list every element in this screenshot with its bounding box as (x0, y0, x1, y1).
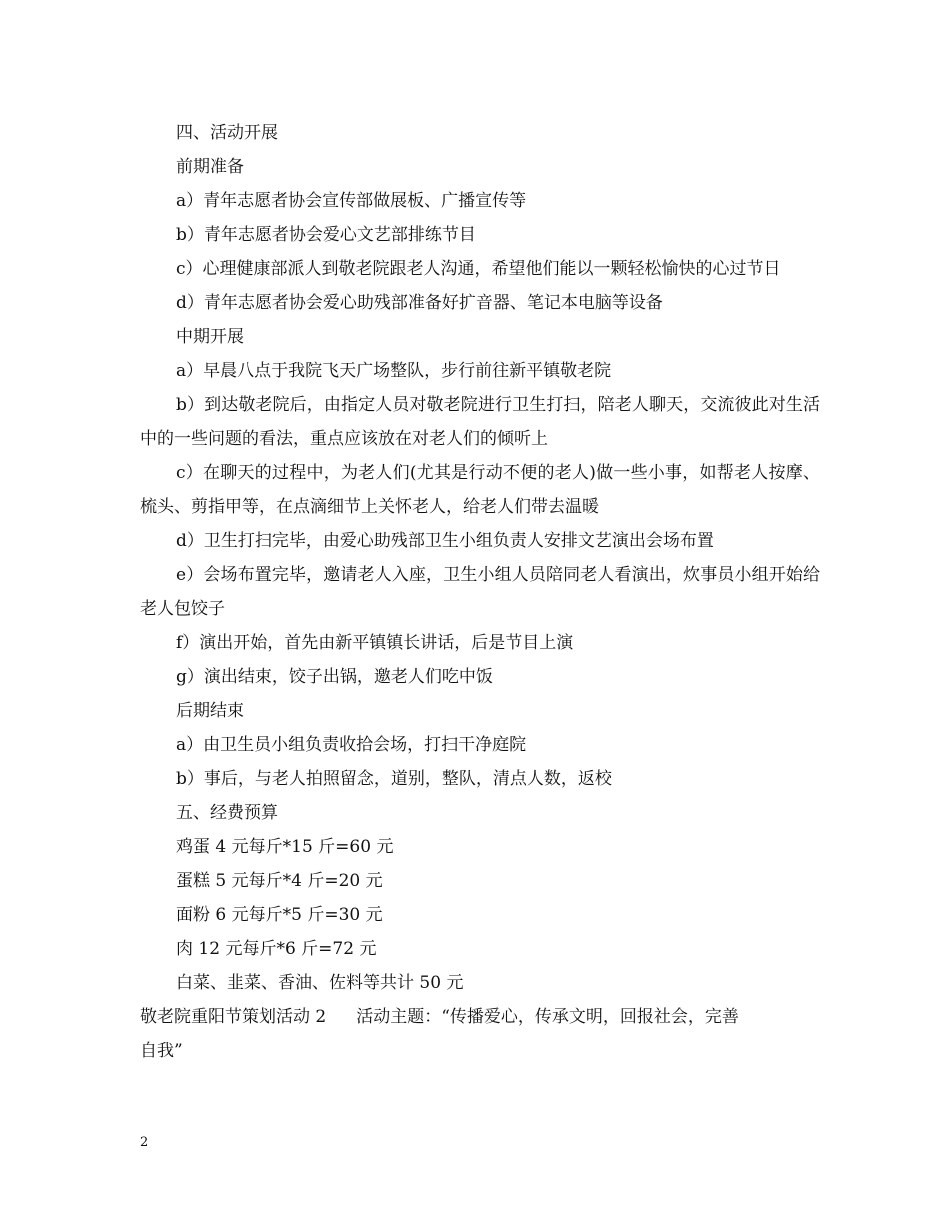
document-body (140, 116, 820, 1068)
list-item: e）会场布置完毕，邀请老人入座，卫生小组人员陪同老人看演出，炊事员小组开始给老人包饺子 (140, 565, 820, 619)
closing-theme: 活动主题：“传播爱心，传承文明，回报社会，完善 (356, 1007, 739, 1027)
budget-item: 蛋糕 5 元每斤*4 斤=20 元 (176, 871, 383, 891)
list-item: a）由卫生员小组负责收拾会场，打扫干净庭院 (176, 735, 527, 755)
list-item: b）事后，与老人拍照留念，道别，整队，清点人数，返校 (176, 769, 612, 789)
budget-item: 面粉 6 元每斤*5 斤=30 元 (176, 905, 383, 925)
list-item: d）青年志愿者协会爱心助残部准备好扩音器、笔记本电脑等设备 (176, 293, 663, 313)
list-item: a）早晨八点于我院飞天广场整队，步行前往新平镇敬老院 (176, 361, 612, 381)
closing-line (140, 1000, 820, 1034)
list-item: a）青年志愿者协会宣传部做展板、广播宣传等 (176, 191, 527, 211)
list-item: f）演出开始，首先由新平镇镇长讲话，后是节目上演 (176, 633, 574, 653)
subsection-heading: 前期准备 (176, 157, 244, 177)
page-number: 2 (140, 1135, 149, 1150)
list-item: d）卫生打扫完毕，由爱心助残部卫生小组负责人安排文艺演出会场布置 (176, 531, 714, 551)
closing-line-continued: 自我” (140, 1041, 183, 1061)
section-heading: 五、经费预算 (176, 803, 278, 823)
budget-item: 鸡蛋 4 元每斤*15 斤=60 元 (176, 837, 394, 857)
budget-item: 肉 12 元每斤*6 斤=72 元 (176, 939, 377, 959)
subsection-heading: 中期开展 (176, 327, 244, 347)
list-item: b）青年志愿者协会爱心文艺部排练节目 (176, 225, 476, 245)
list-item: b）到达敬老院后，由指定人员对敬老院进行卫生打扫，陪老人聊天，交流彼此对生活中的一些问题的看法，重点应该放在对老人们的倾听上 (140, 395, 820, 449)
list-item: g）演出结束，饺子出锅，邀老人们吃中饭 (176, 667, 493, 687)
list-item: c）心理健康部派人到敬老院跟老人沟通，希望他们能以一颗轻松愉快的心过节日 (176, 259, 781, 279)
closing-title: 敬老院重阳节策划活动 2 (140, 1007, 327, 1027)
budget-item: 白菜、韭菜、香油、佐料等共计 50 元 (176, 973, 464, 993)
list-item: c）在聊天的过程中，为老人们(尤其是行动不便的老人)做一些小事，如帮老人按摩、梳头、剪指甲等，在点滴细节上关怀老人，给老人们带去温暖 (140, 463, 820, 517)
subsection-heading: 后期结束 (176, 701, 244, 721)
section-heading: 四、活动开展 (176, 123, 278, 143)
